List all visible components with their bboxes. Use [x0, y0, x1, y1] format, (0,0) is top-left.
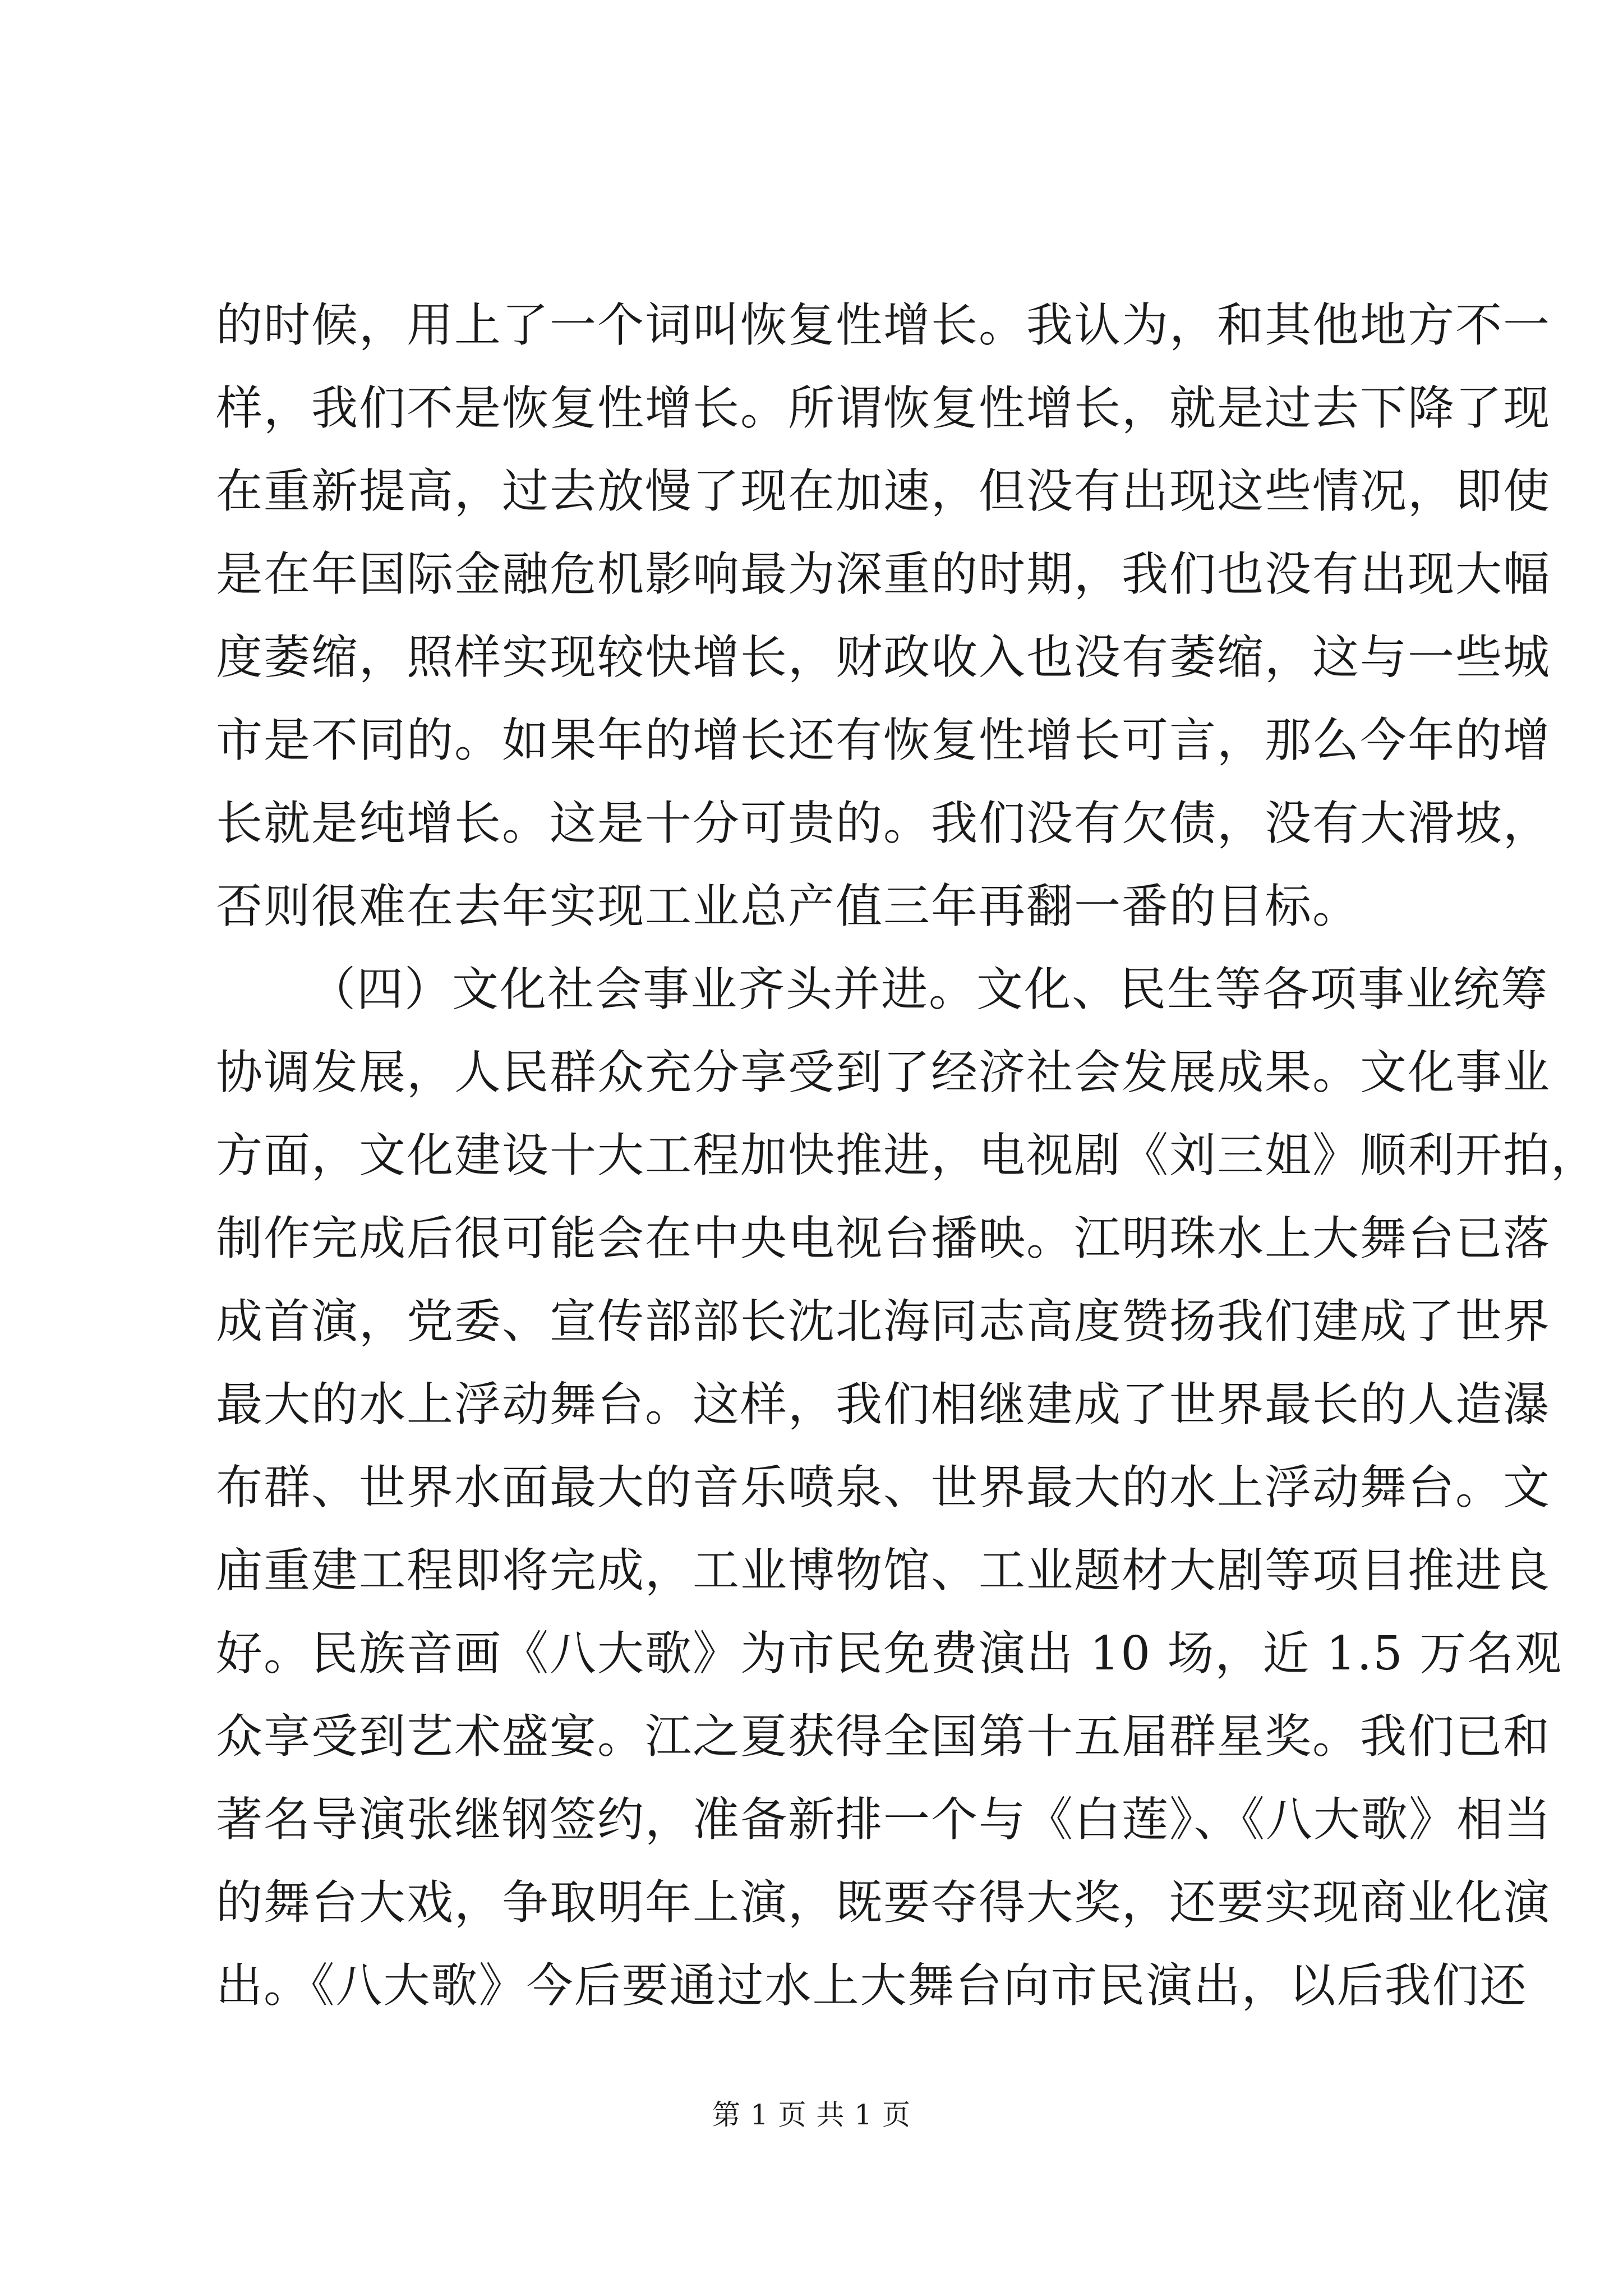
text-line: 出。《八大歌》今后要通过水上大舞台向市民演出，以后我们还: [216, 1958, 1528, 2013]
text-line: 市是不同的。如果年的增长还有恢复性增长可言，那么今年的增: [216, 713, 1551, 767]
section-heading-line: （四）文化社会事业齐头并进。文化、民生等各项事业统筹: [309, 962, 1548, 1016]
text-line: 否则很难在去年实现工业总产值三年再翻一番的目标。: [216, 879, 1360, 933]
page-footer: 第 1 页 共 1 页: [712, 2099, 911, 2131]
text-line: 众享受到艺术盛宴。江之夏获得全国第十五届群星奖。我们已和: [216, 1709, 1551, 1764]
text-line: 方面，文化建设十大工程加快推进，电视剧《刘三姐》顺利开拍，: [216, 1128, 1598, 1182]
text-line: 布群、世界水面最大的音乐喷泉、世界最大的水上浮动舞台。文: [216, 1460, 1551, 1515]
text-line: 的舞台大戏，争取明年上演，既要夺得大奖，还要实现商业化演: [216, 1875, 1551, 1930]
text-line: 好。民族音画《八大歌》为市民免费演出 10 场，近 1.5 万名观: [216, 1626, 1563, 1681]
text-line: 最大的水上浮动舞台。这样，我们相继建成了世界最长的人造瀑: [216, 1377, 1551, 1432]
text-line: 样，我们不是恢复性增长。所谓恢复性增长，就是过去下降了现: [216, 381, 1551, 435]
text-line: 是在年国际金融危机影响最为深重的时期，我们也没有出现大幅: [216, 547, 1551, 601]
text-line: 成首演，党委、宣传部部长沈北海同志高度赞扬我们建成了世界: [216, 1294, 1551, 1349]
text-line: 制作完成后很可能会在中央电视台播映。江明珠水上大舞台已落: [216, 1211, 1551, 1266]
text-line: 庙重建工程即将完成，工业博物馆、工业题材大剧等项目推进良: [216, 1543, 1551, 1598]
text-line: 著名导演张继钢签约，准备新排一个与《白莲》、《八大歌》相当: [216, 1792, 1552, 1847]
text-line: 的时候，用上了一个词叫恢复性增长。我认为，和其他地方不一: [216, 298, 1551, 352]
text-line: 长就是纯增长。这是十分可贵的。我们没有欠债，没有大滑坡，: [216, 796, 1551, 850]
text-line: 度萎缩，照样实现较快增长，财政收入也没有萎缩，这与一些城: [216, 630, 1551, 684]
text-line: 在重新提高，过去放慢了现在加速，但没有出现这些情况，即使: [216, 464, 1551, 518]
text-line: 协调发展，人民群众充分享受到了经济社会发展成果。文化事业: [216, 1045, 1551, 1099]
